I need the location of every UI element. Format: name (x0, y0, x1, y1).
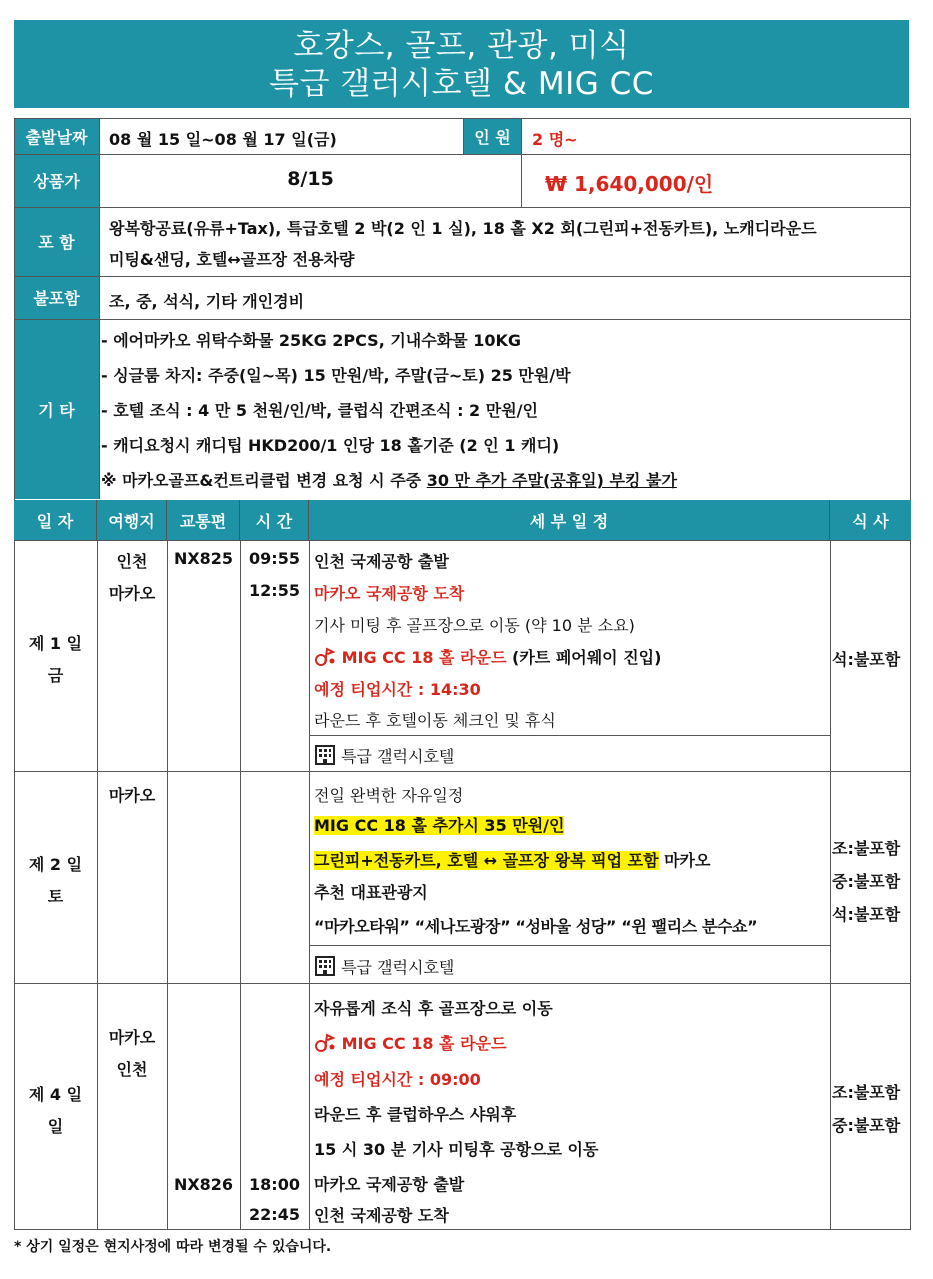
day-1-label: 제 1 일 (28, 634, 83, 653)
day-4-detail-1: 자유롭게 조식 후 골프장으로 이동 (314, 999, 553, 1018)
day-2-detail-3 (314, 848, 710, 871)
day-2-place-1: 마카오 (108, 786, 156, 805)
day-4-time-2: 22:45 (249, 1205, 300, 1224)
people-label: 인 원 (463, 119, 522, 154)
etc-line-2: - 싱글룸 차지: 주중(일~목) 15 만원/박, 주말(금~토) 25 만원/박 (101, 366, 571, 385)
header-day: 일 자 (14, 500, 97, 540)
departure-label: 출발날짜 (14, 119, 100, 154)
day-2-label: 제 2 일 (28, 855, 83, 874)
etc-note (101, 468, 677, 491)
day-4-weekday: 일 (47, 1117, 64, 1136)
departure-value: 08 월 15 일~08 월 17 일(금) (109, 130, 337, 149)
day-1-round-note: (카트 페어웨이 진입) (506, 648, 662, 667)
header-transport: 교통편 (167, 500, 240, 540)
price-label: 상품가 (14, 154, 100, 207)
day-2-detail-2 (314, 813, 564, 836)
footnote: * 상기 일정은 현지사정에 따라 변경될 수 있습니다. (14, 1239, 332, 1255)
golf-icon (314, 1034, 336, 1053)
day-1-detail-5: 예정 티업시간 : 14:30 (314, 680, 481, 699)
day-4-detail-5: 15 시 30 분 기사 미팅후 공항으로 이동 (314, 1140, 599, 1159)
day-2-detail-1: 전일 완벽한 자유일정 (314, 786, 464, 805)
day-2-golf-extra: MIG CC 18 홀 추가시 35 만원/인 (314, 816, 565, 835)
exclude-value: 조, 중, 석식, 기타 개인경비 (109, 292, 305, 311)
etc-line-1: - 에어마카오 위탁수화물 25KG 2PCS, 기내수화물 10KG (101, 331, 521, 350)
day-4-detail-4: 라운드 후 클럽하우스 샤워후 (314, 1105, 517, 1124)
day-4-meal-2: 중:불포함 (832, 1116, 901, 1135)
price-date: 8/15 (287, 168, 334, 190)
hotel-icon (314, 747, 336, 766)
etc-line-3: - 호텔 조식 : 4 만 5 천원/인/박, 클럽식 간편조식 : 2 만원/인 (101, 401, 538, 420)
day-4-detail-2 (314, 1031, 506, 1054)
include-line-1: 왕복항공료(유류+Tax), 특급호텔 2 박(2 인 1 실), 18 홀 X2 회(그린피+전동카트), 노캐디라운드 (109, 219, 817, 238)
hotel-icon (314, 958, 336, 977)
day-4-detail-6: 마카오 국제공항 출발 (314, 1175, 465, 1194)
day-1-round-text: MIG CC 18 홀 라운드 (341, 648, 507, 667)
day-1-detail-1: 인천 국제공항 출발 (314, 552, 449, 571)
day-1-hotel-name: 특급 갤럭시호텔 (341, 747, 455, 766)
day-4-flight: NX826 (173, 1175, 234, 1194)
day-1-detail-4 (314, 645, 661, 668)
etc-note-underlined: 30 만 추가 주말(공휴일) 부킹 불가 (426, 471, 677, 490)
day-1-detail-2: 마카오 국제공항 도착 (314, 584, 465, 603)
day-4-label: 제 4 일 (28, 1085, 83, 1104)
day-1-time-1: 09:55 (249, 549, 300, 568)
etc-label: 기 타 (14, 319, 100, 499)
price-value: ₩ 1,640,000/인 (545, 172, 714, 196)
day-2-detail-5: “마카오타워” “세나도광장” “성바울 성당” “윈 팰리스 분수쇼” (314, 917, 758, 936)
day-1-meal: 석:불포함 (832, 650, 901, 669)
banner-title-line2: 특급 갤러시호텔 & MIG CC (269, 66, 654, 102)
day-2-meal-1: 조:불포함 (832, 839, 901, 858)
title-banner (14, 20, 909, 108)
day-2-hotel-name: 특급 갤럭시호텔 (341, 958, 455, 977)
day-2-detail-4: 추천 대표관광지 (314, 883, 428, 902)
people-value: 2 명~ (532, 130, 578, 149)
include-label: 포 함 (14, 207, 100, 276)
day-2-weekday: 토 (47, 887, 64, 906)
day-4-detail-7: 인천 국제공항 도착 (314, 1206, 449, 1225)
header-detail: 세 부 일 정 (309, 500, 830, 540)
day-1-time-2: 12:55 (249, 581, 300, 600)
day-4-time-1: 18:00 (249, 1175, 300, 1194)
day-4-round-text: MIG CC 18 홀 라운드 (341, 1034, 507, 1053)
day-1-place-1: 인천 (116, 552, 148, 571)
day-4-detail-3: 예정 티업시간 : 09:00 (314, 1070, 481, 1089)
day-2-macau: 마카오 (658, 851, 711, 870)
day-1-flight: NX825 (173, 549, 234, 568)
day-1-hotel (314, 744, 454, 767)
day-1-place-2: 마카오 (108, 584, 156, 603)
day-2-meal-3: 석:불포함 (832, 905, 901, 924)
day-2-pickup: 그린피+전동카트, 호텔 ↔ 골프장 왕복 픽업 포함 (314, 851, 659, 870)
etc-line-4: - 캐디요청시 캐디팁 HKD200/1 인당 18 홀기준 (2 인 1 캐디) (101, 436, 560, 455)
day-1-detail-6: 라운드 후 호텔이동 체크인 및 휴식 (314, 711, 556, 730)
day-2-hotel (314, 955, 454, 978)
day-4-place-2: 인천 (116, 1060, 148, 1079)
day-1-detail-3: 기사 미팅 후 골프장으로 이동 (약 10 분 소요) (314, 616, 635, 635)
day-4-place-1: 마카오 (108, 1028, 156, 1047)
header-time: 시 간 (240, 500, 309, 540)
exclude-label: 불포함 (14, 276, 100, 319)
include-line-2: 미팅&샌딩, 호텔↔골프장 전용차량 (109, 250, 355, 269)
day-1-weekday: 금 (47, 666, 64, 685)
golf-icon (314, 648, 336, 667)
day-4-meal-1: 조:불포함 (832, 1083, 901, 1102)
banner-title-line1: 호캉스, 골프, 관광, 미식 (293, 28, 630, 64)
header-place: 여행지 (97, 500, 167, 540)
etc-note-prefix: ※ 마카오골프&컨트리클럽 변경 요청 시 주중 (101, 471, 427, 490)
header-meal: 식 사 (830, 500, 911, 540)
day-2-meal-2: 중:불포함 (832, 872, 901, 891)
